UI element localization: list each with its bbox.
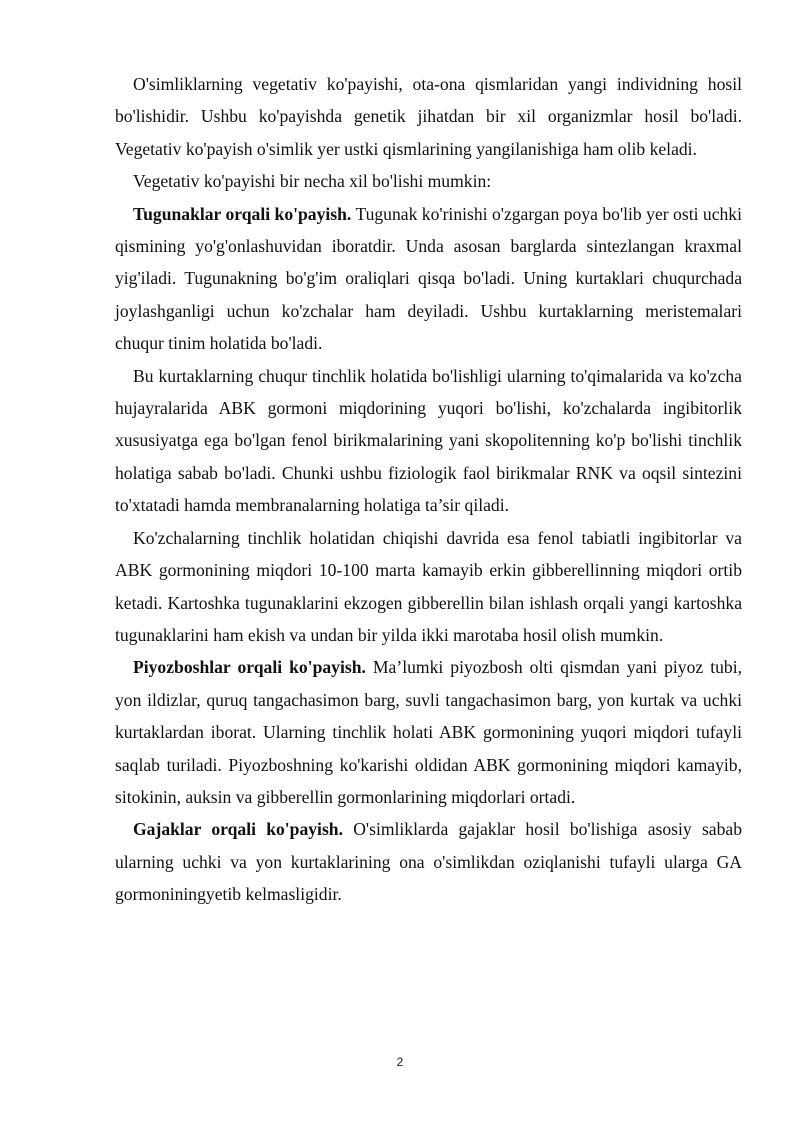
paragraph-bulbs <box>115 651 742 813</box>
paragraph-tendrils <box>115 813 742 910</box>
paragraph-heading: Gajaklar orqali ko'payish. <box>133 819 343 840</box>
paragraph-text: Ko'zchalarning tinchlik holatidan chiqishi davrida esa fenol tabiatli ingibitorlar va ABK gormonining miqdori 10-100 marta kamayib erkin gibberellinning miqdori ortib ketadi. Kartoshka tugunaklarini ekzogen gibberellin bilan ishlash orqali yangi kartoshka tugunaklarini ham ekish va undan bir yilda ikki marotaba hosil olish mumkin. <box>115 527 742 645</box>
paragraph-types <box>115 165 742 197</box>
document-page <box>115 68 742 911</box>
paragraph-tubers <box>115 198 742 360</box>
paragraph-dormancy-exit <box>115 522 742 652</box>
paragraph-vegetative-intro <box>115 68 742 165</box>
page-number: 2 <box>396 1055 404 1069</box>
paragraph-dormancy <box>115 360 742 522</box>
paragraph-text: Tugunak ko'rinishi o'zgargan poya bo'lib yer osti uchki qismining yo'g'onlashuvidan iboratdir. Unda asosan barglarda sintezlangan kraxmal yig'iladi. Tugunakning bo'g'im oraliqlari qisqa bo'ladi. Uning kurtaklari chuqurchada joylashganligi uchun ko'zchalar ham deyiladi. Ushbu kurtaklarning meristemalari chuqur tinim holatida bo'ladi. <box>115 203 742 354</box>
paragraph-text: O'simliklarda gajaklar hosil bo'lishiga asosiy sabab ularning uchki va yon kurtaklarining ona o'simlikdan oziqlanishi tufayli ularga GA gormoniningyetib kelmasligidir. <box>115 819 743 905</box>
paragraph-text: Bu kurtaklarning chuqur tinchlik holatida bo'lishligi ularning to'qimalarida va ko'zcha hujayralarida ABK gormoni miqdorining yuqori bo'lishi, ko'zchalarda ingibitorlik xususiyatga ega bo'lgan fenol birikmalarining yani skopolitenning ko'p bo'lishi tinchlik holatiga sabab bo'ladi. Chunki ushbu fiziologik faol birikmalar RNK va oqsil sintezini to'xtatadi hamda membranalarning holatiga ta’sir qiladi. <box>115 365 742 516</box>
paragraph-heading: Piyozboshlar orqali ko'payish. <box>133 657 366 678</box>
paragraph-heading: Tugunaklar orqali ko'payish. <box>133 203 352 224</box>
paragraph-text: Vegetativ ko'payishi bir necha xil bo'lishi mumkin: <box>133 171 492 192</box>
paragraph-text: Ma’lumki piyozbosh olti qismdan yani piyoz tubi, yon ildizlar, quruq tangachasimon barg, suvli tangachasimon barg, yon kurtak va uchki kurtaklardan iborat. Ularning tinchlik holati ABK gormonining yuqori miqdori tufayli saqlab turiladi. Piyozboshning ko'karishi oldidan ABK gormonining miqdori kamayib, sitokinin, auksin va gibberellin gormonlarining miqdorlari ortadi. <box>115 657 742 807</box>
paragraph-text: O'simliklarning vegetativ ko'payishi, ota-ona qismlaridan yangi individning hosil bo'lishidir. Ushbu ko'payishda genetik jihatdan bir xil organizmlar hosil bo'ladi. Vegetativ ko'payish o'simlik yer ustki qismlarining yangilanishiga ham olib keladi. <box>115 74 742 159</box>
